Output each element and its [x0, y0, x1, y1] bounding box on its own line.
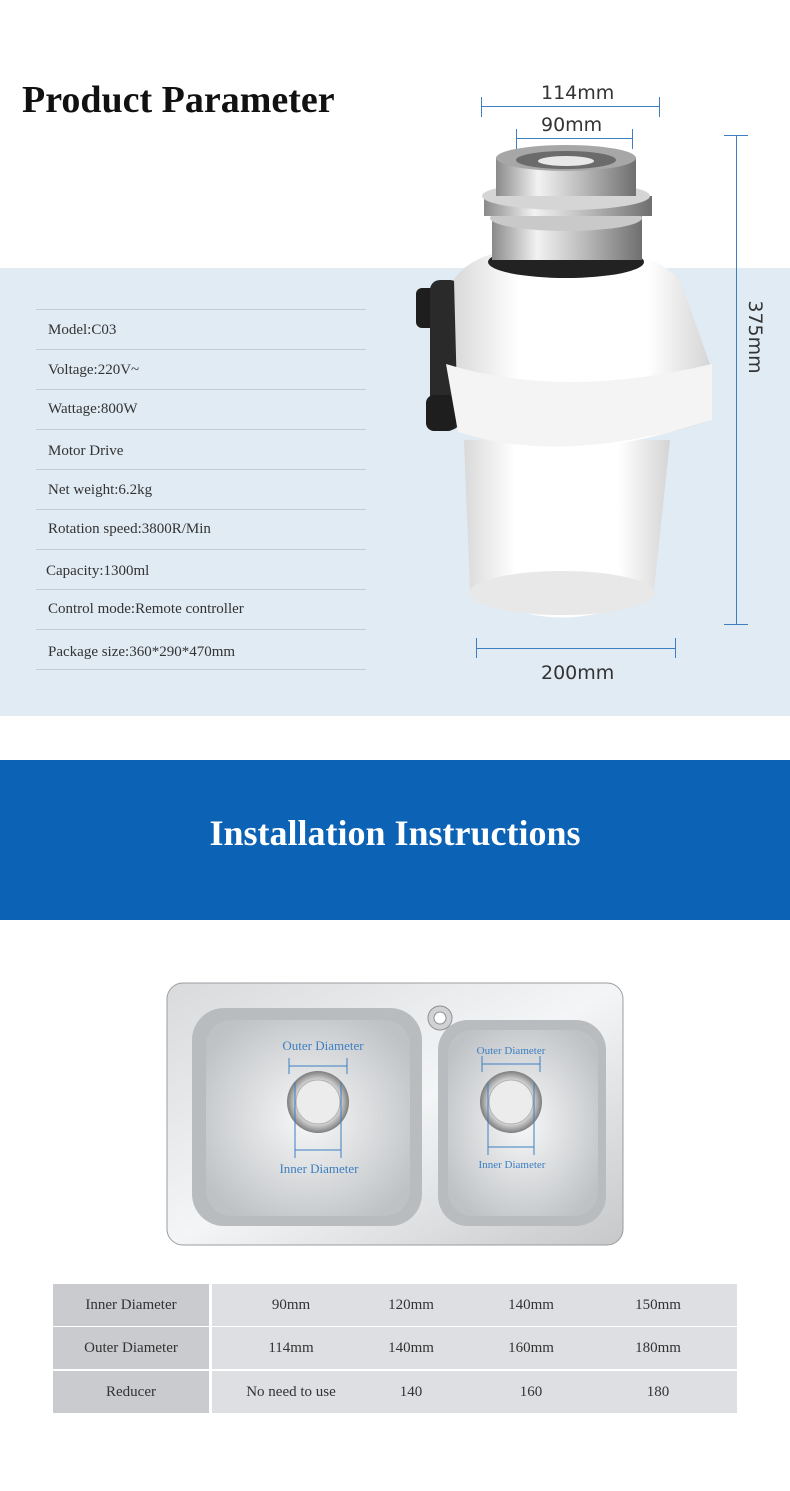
row-header: Outer Diameter [53, 1327, 209, 1369]
table-cell: 114mm [268, 1340, 314, 1356]
double-sink-image [166, 982, 624, 1246]
left-outer-label: Outer Diameter [282, 1038, 364, 1053]
right-outer-label: Outer Diameter [476, 1045, 546, 1057]
table-cell: 140 [399, 1384, 423, 1400]
spec-rotation-speed: Rotation speed:3800R/Min [48, 521, 211, 537]
dim-line-inner [516, 138, 632, 139]
row-header: Inner Diameter [53, 1284, 209, 1326]
divider [36, 589, 366, 590]
divider [36, 629, 366, 630]
row-header: Reducer [53, 1371, 209, 1413]
divider [36, 389, 366, 390]
spec-wattage: Wattage:800W [48, 401, 138, 417]
table-row [53, 1284, 737, 1326]
garbage-disposer-image [412, 140, 712, 650]
table-cell: 140mm [388, 1340, 434, 1356]
spec-capacity: Capacity:1300ml [46, 563, 150, 579]
spec-model: Model:C03 [48, 322, 117, 338]
left-inner-label: Inner Diameter [279, 1161, 359, 1176]
spec-package-size: Package size:360*290*470mm [48, 644, 236, 660]
dim-tick [724, 135, 748, 136]
table-cell: 150mm [635, 1297, 681, 1313]
table-cell: 180 [646, 1384, 670, 1400]
section-title: Installation Instructions [209, 813, 581, 853]
dim-outer-top: 114mm [541, 82, 615, 104]
divider [36, 429, 366, 430]
spec-voltage: Voltage:220V~ [48, 362, 140, 378]
dim-inner-top: 90mm [541, 114, 603, 136]
divider [36, 509, 366, 510]
divider [36, 669, 366, 670]
table-cell: 90mm [271, 1297, 311, 1313]
table-cell: 180mm [635, 1340, 681, 1356]
right-inner-label: Inner Diameter [478, 1159, 546, 1171]
dim-line-outer [481, 106, 660, 107]
table-row [53, 1327, 737, 1369]
divider [36, 309, 366, 310]
table-cell: 140mm [508, 1297, 554, 1313]
dim-line-height [736, 135, 737, 625]
table-cell: 120mm [388, 1297, 434, 1313]
divider [36, 469, 366, 470]
spec-control-mode: Control mode:Remote controller [48, 601, 244, 617]
dim-tick [659, 97, 660, 117]
dim-tick [724, 624, 748, 625]
table-cell: No need to use [246, 1384, 336, 1400]
dim-width: 200mm [541, 662, 615, 684]
divider [36, 349, 366, 350]
table-cell: 160mm [508, 1340, 554, 1356]
page-title: Product Parameter [22, 79, 335, 121]
spec-motor: Motor Drive [48, 443, 124, 459]
dim-tick [481, 97, 482, 117]
table-cell: 160 [519, 1384, 543, 1400]
divider [36, 549, 366, 550]
spec-net-weight: Net weight:6.2kg [48, 482, 153, 498]
dim-height: 375mm [744, 300, 766, 374]
table-row [53, 1371, 737, 1413]
